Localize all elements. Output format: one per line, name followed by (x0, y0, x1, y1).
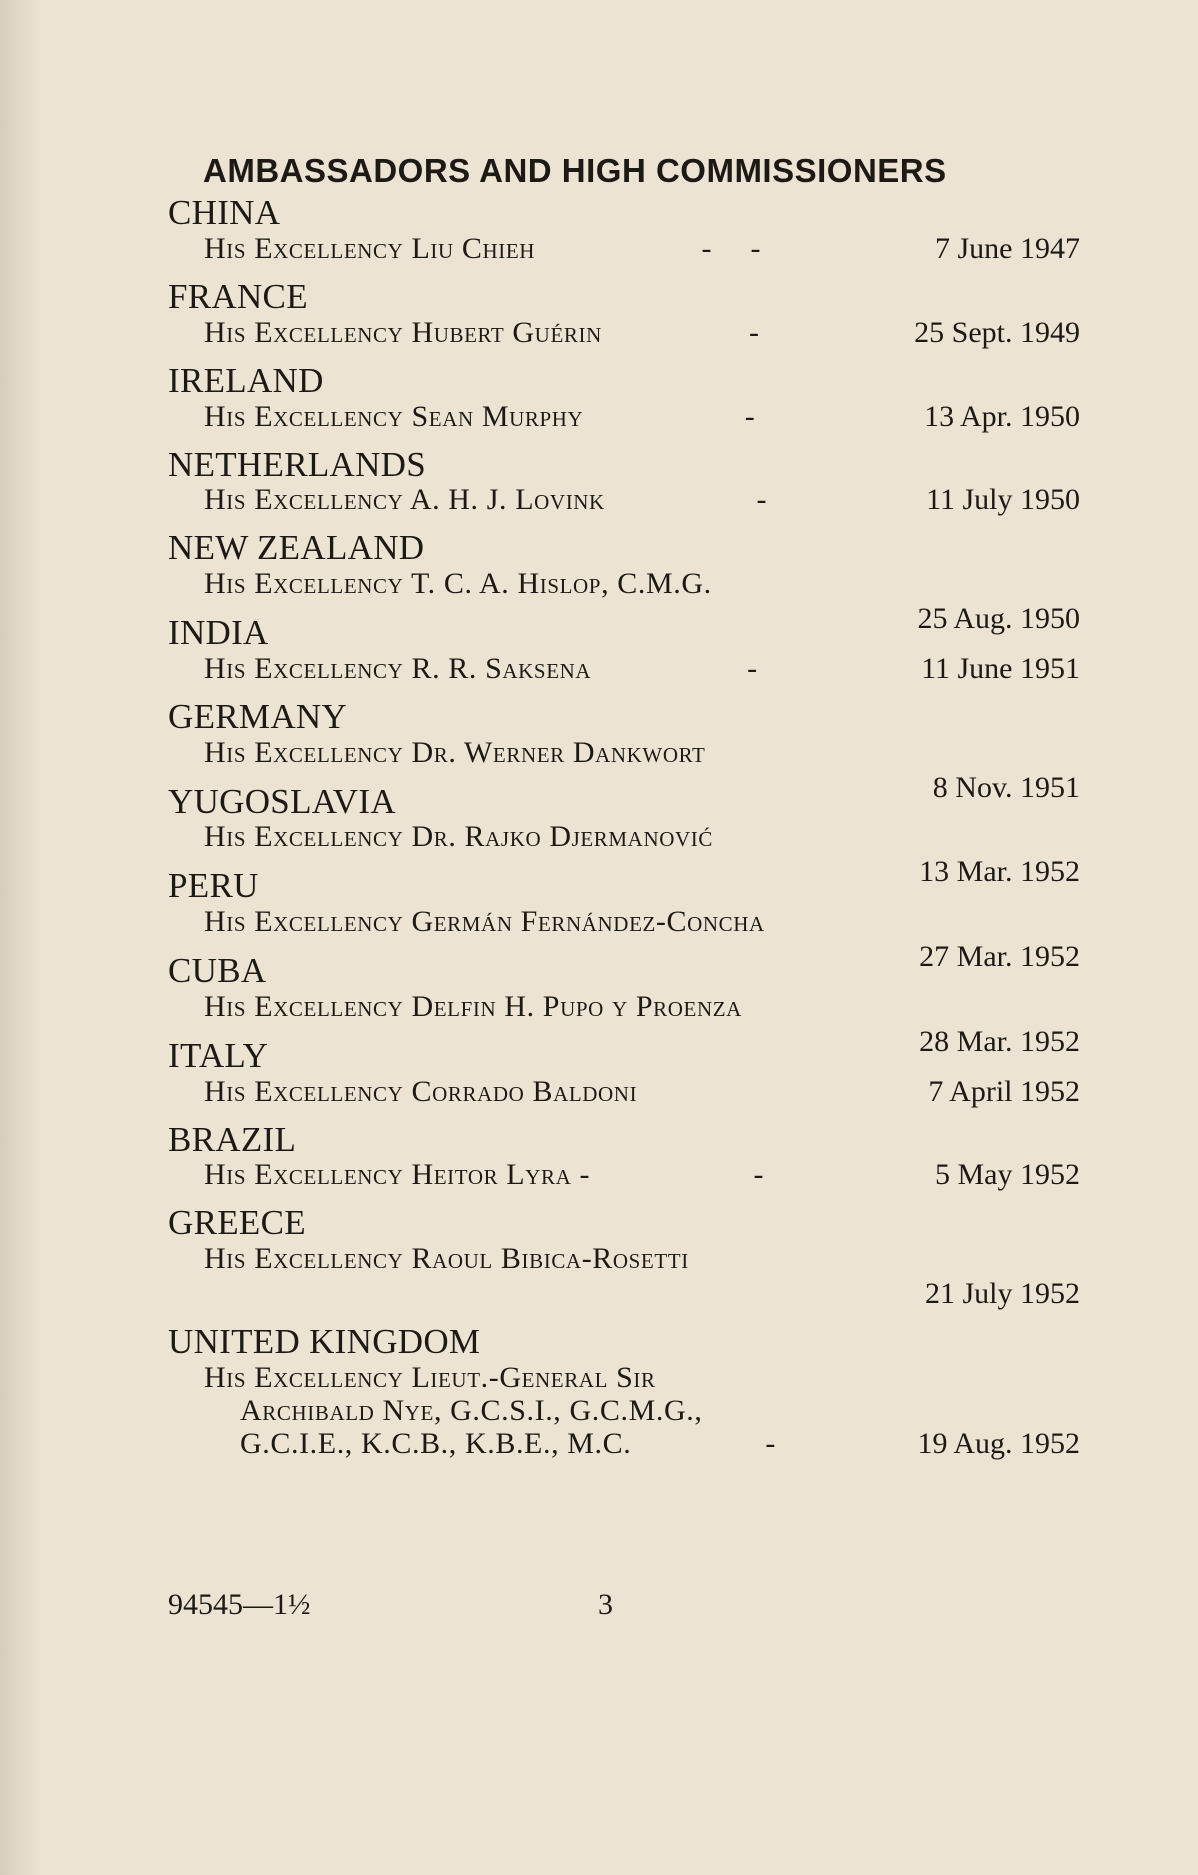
page-number: 3 (598, 1588, 613, 1621)
ambassador-name: His Excellency Corrado Baldoni (204, 1074, 638, 1108)
appointment-date: 7 April 1952 (928, 1074, 1080, 1108)
country-name: PERU (168, 866, 259, 906)
ambassador-name: His Excellency A. H. J. Lovink (204, 483, 605, 517)
leader-dashes: - (744, 399, 763, 433)
entry-france (168, 279, 1080, 349)
ambassador-name: His Excellency Liu Chieh (204, 232, 536, 265)
entry-india (168, 615, 1080, 685)
document-body (168, 150, 1080, 1460)
ambassador-name: His Excellency Delfin H. Pupo y Proenza (204, 989, 742, 1023)
entry-netherlands (168, 444, 1080, 517)
appointment-date: 21 July 1952 (924, 1277, 1080, 1310)
ambassador-name: His Excellency Germán Fernández-Concha (204, 905, 765, 938)
leader-dashes: - (753, 1158, 772, 1192)
ambassador-name: His Excellency Hubert Guérin (204, 315, 602, 349)
entry-china (168, 195, 1080, 265)
ambassador-name: His Excellency Dr. Rajko Djermanović (204, 820, 713, 854)
country-name: GREECE (168, 1203, 306, 1243)
ambassador-name-line: G.C.I.E., K.C.B., K.B.E., M.C. (240, 1426, 632, 1460)
ambassador-name: His Excellency R. R. Saksena (204, 651, 592, 685)
leader-dashes: - (749, 315, 767, 349)
appointment-date: 5 May 1952 (935, 1158, 1080, 1192)
country-name: YUGOSLAVIA (168, 781, 396, 821)
appointment-date: 13 Apr. 1950 (924, 399, 1080, 433)
entry-greece (168, 1205, 1080, 1310)
ambassador-name-line: His Excellency Lieut.-General Sir (204, 1360, 656, 1394)
appointment-date: 13 Mar. 1952 (919, 855, 1080, 889)
leader-dashes: - (765, 1426, 784, 1460)
entry-united-kingdom (168, 1324, 1080, 1460)
appointment-date: 11 June 1951 (921, 651, 1080, 685)
appointment-date: 11 July 1950 (926, 483, 1080, 517)
country-name: UNITED KINGDOM (168, 1322, 481, 1361)
page-binding-shadow (0, 0, 40, 1875)
leader-dashes: - (747, 651, 766, 685)
appointment-date: 27 Mar. 1952 (919, 940, 1080, 973)
ambassador-name-line: Archibald Nye, G.C.S.I., G.C.M.G., (240, 1393, 703, 1427)
ambassador-name: His Excellency T. C. A. Hislop, C.M.G. (204, 567, 712, 600)
country-name: IRELAND (168, 360, 324, 400)
page-heading: AMBASSADORS AND HIGH COMMISSIONERS (203, 152, 947, 189)
entry-brazil (168, 1119, 1080, 1192)
leader-dashes: - (756, 483, 775, 517)
country-name: FRANCE (168, 277, 308, 316)
appointment-date: 25 Aug. 1950 (917, 602, 1080, 635)
appointment-date: 7 June 1947 (935, 232, 1080, 265)
appointment-date: 8 Nov. 1951 (932, 770, 1080, 804)
appointment-date: 28 Mar. 1952 (919, 1024, 1080, 1058)
country-name: GERMANY (168, 696, 348, 736)
ambassador-name: His Excellency Raoul Bibica-Rosetti (204, 1242, 689, 1275)
leader-dashes: - - (701, 232, 769, 265)
print-code: 94545—1½ (168, 1588, 311, 1621)
entry-italy (168, 1035, 1080, 1108)
country-name: INDIA (168, 613, 269, 652)
entry-ireland (168, 360, 1080, 433)
country-name: NETHERLANDS (168, 444, 427, 484)
country-name: NEW ZEALAND (168, 528, 425, 568)
country-name: BRAZIL (168, 1119, 297, 1159)
appointment-date: 19 Aug. 1952 (917, 1426, 1080, 1460)
ambassador-name: His Excellency Heitor Lyra - (204, 1158, 591, 1192)
country-name: ITALY (168, 1035, 269, 1075)
country-name: CUBA (168, 951, 267, 990)
ambassador-name: His Excellency Sean Murphy (204, 399, 584, 433)
appointment-date: 25 Sept. 1949 (914, 315, 1080, 349)
ambassador-name: His Excellency Dr. Werner Dankwort (204, 735, 706, 769)
country-name: CHINA (168, 193, 281, 233)
